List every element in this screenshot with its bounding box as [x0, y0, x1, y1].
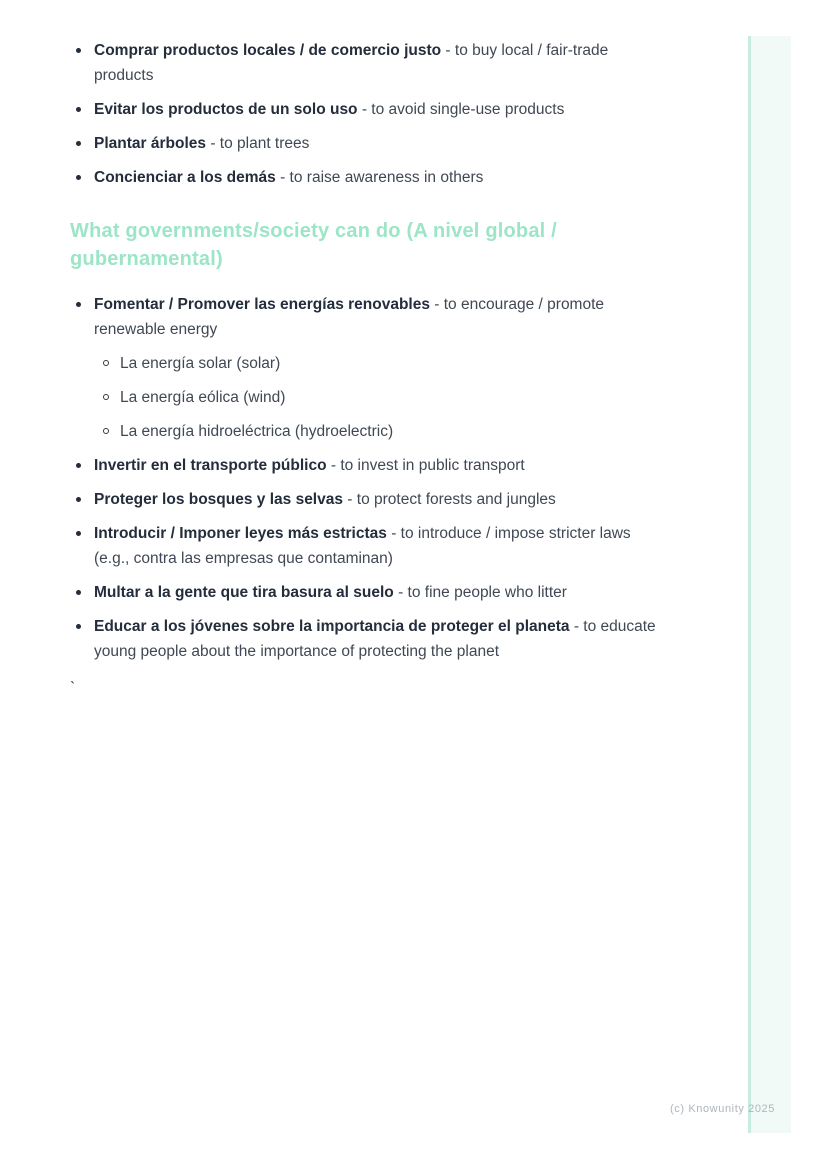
sublist-item: La energía hidroeléctrica (hydroelectric): [94, 419, 662, 444]
individual-actions-list: [70, 38, 662, 190]
english-translation: - to fine people who litter: [398, 584, 567, 601]
english-translation: - to introduce / impose stricter laws (e.g., contra las empresas que contaminan): [94, 525, 631, 567]
list-item: [70, 38, 662, 88]
spanish-term: Invertir en el transporte público: [94, 457, 327, 474]
list-item: [70, 580, 662, 605]
spanish-term: Plantar árboles: [94, 135, 206, 152]
english-translation: - to buy local / fair-trade products: [94, 42, 609, 84]
spanish-term: Evitar los productos de un solo uso: [94, 101, 358, 118]
english-translation: - to protect forests and jungles: [347, 491, 556, 508]
list-item: [70, 453, 662, 478]
english-translation: - to avoid single-use products: [361, 101, 565, 118]
english-translation: - to plant trees: [210, 135, 310, 152]
copyright-footer: (c) Knowunity 2025: [670, 1103, 775, 1115]
spanish-term: Multar a la gente que tira basura al suelo: [94, 584, 394, 601]
english-translation: - to educate young people about the importance of protecting the planet: [94, 618, 656, 660]
document-content: [70, 38, 662, 701]
list-item: [70, 614, 662, 664]
list-item: [70, 131, 662, 156]
spanish-term: Comprar productos locales / de comercio justo: [94, 42, 442, 59]
renewable-energy-sublist: [94, 351, 662, 444]
list-item: [70, 165, 662, 190]
spanish-term: Proteger los bosques y las selvas: [94, 491, 343, 508]
english-translation: - to raise awareness in others: [280, 169, 484, 186]
spanish-term: Introducir / Imponer leyes más estrictas: [94, 525, 387, 542]
global-actions-list: [70, 292, 662, 664]
list-item: [70, 97, 662, 122]
sublist-item: La energía solar (solar): [94, 351, 662, 376]
list-item: [70, 292, 662, 444]
sublist-item: La energía eólica (wind): [94, 385, 662, 410]
list-item: [70, 521, 662, 571]
list-item: [70, 487, 662, 512]
english-translation: - to invest in public transport: [330, 457, 525, 474]
spanish-term: Concienciar a los demás: [94, 169, 276, 186]
section-heading: What governments/society can do (A nivel global / gubernamental): [70, 220, 557, 270]
accent-strip: [748, 36, 791, 1133]
spanish-term: Fomentar / Promover las energías renovables: [94, 296, 430, 313]
spanish-term: Educar a los jóvenes sobre la importancia de proteger el planeta: [94, 618, 570, 635]
english-translation: - to encourage / promote renewable energy: [94, 296, 605, 338]
stray-backtick: `: [70, 680, 76, 697]
